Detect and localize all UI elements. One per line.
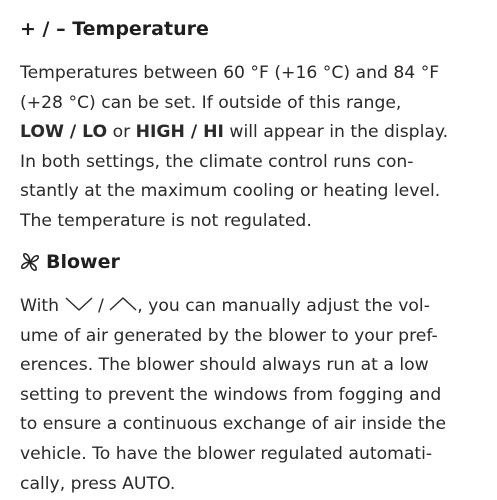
blower-line: With / , you can manually adjust the vol- bbox=[20, 296, 430, 316]
blower-line: cally, press AUTO. bbox=[20, 473, 176, 494]
temperature-line: LOW / LO or HIGH / HI will appear in the display. bbox=[20, 122, 449, 143]
low-lo-label: LOW / LO bbox=[20, 122, 108, 143]
blower-line: setting to prevent the windows from fogging and bbox=[20, 384, 442, 405]
temperature-heading: + / – Temperature bbox=[20, 18, 209, 40]
blower-heading bbox=[20, 250, 120, 274]
blower-line: to ensure a continuous exchange of air inside the bbox=[20, 414, 447, 435]
temperature-line: (+28 °C) can be set. If outside of this range, bbox=[20, 92, 402, 113]
temperature-line: In both settings, the climate control runs con- bbox=[20, 151, 414, 172]
chevron-down-icon bbox=[65, 297, 93, 311]
blower-line: vehicle. To have the blower regulated automati- bbox=[20, 443, 433, 464]
chevron-up-icon bbox=[109, 297, 137, 311]
temperature-line: Temperatures between 60 °F (+16 °C) and 84 °F bbox=[20, 63, 440, 83]
blower-paragraph bbox=[20, 292, 490, 499]
blower-heading-text: Blower bbox=[46, 251, 120, 273]
temperature-line: stantly at the maximum cooling or heating level. bbox=[20, 181, 441, 202]
fan-icon bbox=[20, 252, 40, 272]
blower-line: erences. The blower should always run at a low bbox=[20, 355, 429, 376]
blower-line: ume of air generated by the blower to your pref- bbox=[20, 325, 438, 346]
high-hi-label: HIGH / HI bbox=[135, 122, 224, 143]
temperature-paragraph bbox=[20, 59, 490, 237]
temperature-line: The temperature is not regulated. bbox=[20, 210, 312, 231]
